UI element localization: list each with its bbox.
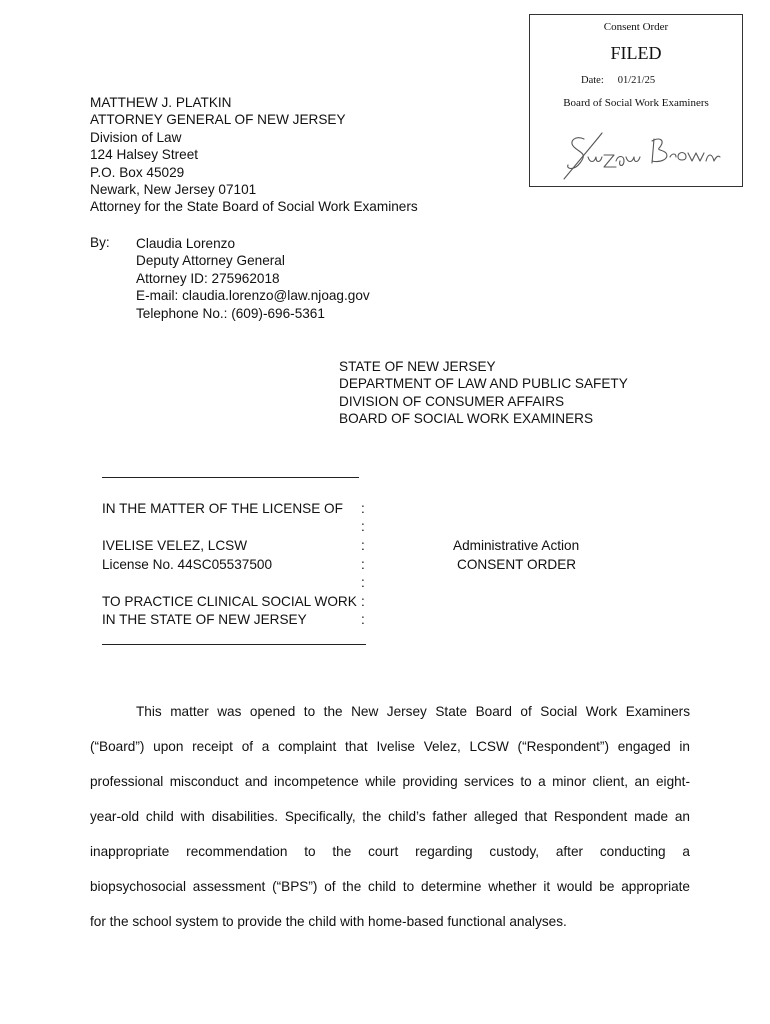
deputy-telephone: Telephone No.: (609)-696-5361 — [136, 305, 325, 321]
attorney-block — [90, 94, 418, 216]
attorney-division: Division of Law — [90, 129, 182, 145]
attorney-name: MATTHEW J. PLATKIN — [90, 95, 232, 110]
caption-bottom-rule — [102, 644, 366, 645]
paragraph-line: for the school system to provide the child with home-based functional analyses. — [90, 914, 567, 929]
attorney-title: ATTORNEY GENERAL OF NEW JERSEY — [90, 112, 346, 128]
stamp-board: Board of Social Work Examiners — [563, 97, 709, 109]
caption-colon: : — [361, 557, 365, 572]
caption-colon: : — [361, 612, 365, 627]
caption-colon: : — [361, 501, 365, 516]
paragraph-line: year-old child with disabilities. Specifically, the child’s father alleged that Respondent made an — [90, 809, 690, 824]
agency-department: DEPARTMENT OF LAW AND PUBLIC SAFETY — [339, 376, 628, 392]
stamp-date-value: 01/21/25 — [617, 75, 656, 86]
deputy-attorney-id: Attorney ID: 275962018 — [136, 270, 280, 286]
by-label: By: — [90, 235, 110, 250]
agency-board: BOARD OF SOCIAL WORK EXAMINERS — [339, 411, 594, 427]
paragraph-line: (“Board”) upon receipt of a complaint that Ivelise Velez, LCSW (“Respondent”) engaged in — [90, 739, 690, 754]
agency-state: STATE OF NEW JERSEY — [339, 359, 496, 374]
attorney-city: Newark, New Jersey 07101 — [90, 182, 257, 198]
caption-practice-line-1: TO PRACTICE CLINICAL SOCIAL WORK — [102, 594, 357, 609]
attorney-po-box: P.O. Box 45029 — [90, 164, 185, 180]
respondent-name: IVELISE VELEZ, LCSW — [102, 538, 248, 553]
action-type: Administrative Action — [453, 538, 580, 553]
paragraph-line: biopsychosocial assessment (“BPS”) of the child to determine whether it would be appropriate — [90, 879, 690, 894]
order-type: CONSENT ORDER — [457, 557, 577, 572]
stamp-date — [581, 75, 655, 86]
deputy-title: Deputy Attorney General — [136, 253, 285, 269]
caption-top-rule — [102, 477, 359, 478]
by-block — [136, 235, 370, 322]
deputy-name: Claudia Lorenzo — [136, 236, 235, 251]
attorney-role: Attorney for the State Board of Social Work Examiners — [90, 199, 418, 215]
caption-colon: : — [361, 575, 365, 590]
caption-practice-line-2: IN THE STATE OF NEW JERSEY — [102, 612, 307, 627]
agency-block — [339, 358, 628, 428]
stamp-date-label: Date: — [581, 75, 604, 86]
stamp-status: FILED — [610, 43, 662, 63]
paragraph-line: inappropriate recommendation to the court regarding custody, after conducting a — [90, 844, 690, 859]
deputy-email: E-mail: claudia.lorenzo@law.njoag.gov — [136, 288, 370, 304]
stamp-title: Consent Order — [603, 21, 669, 33]
caption-colon: : — [361, 519, 365, 534]
caption-matter: IN THE MATTER OF THE LICENSE OF — [102, 501, 343, 516]
license-number: License No. 44SC05537500 — [102, 557, 273, 572]
signature-image — [562, 127, 722, 183]
caption-colon: : — [361, 538, 365, 553]
paragraph-line: This matter was opened to the New Jersey State Board of Social Work Examiners — [136, 704, 690, 719]
attorney-street: 124 Halsey Street — [90, 147, 199, 163]
caption-colon: : — [361, 594, 365, 609]
agency-division: DIVISION OF CONSUMER AFFAIRS — [339, 393, 565, 409]
filed-stamp — [529, 14, 743, 187]
body-paragraph — [90, 694, 690, 939]
paragraph-line: professional misconduct and incompetence while providing services to a minor client, an eight- — [90, 774, 690, 789]
